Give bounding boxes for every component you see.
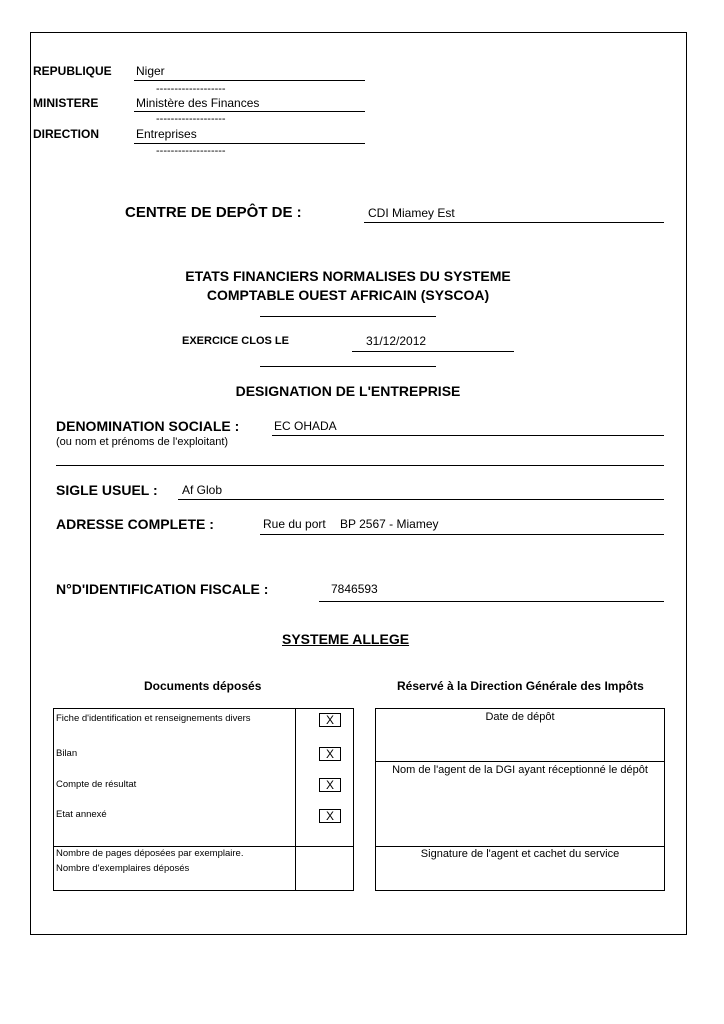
title-line2: COMPTABLE OUEST AFRICAIN (SYSCOA) <box>206 287 490 303</box>
documents-row-divider <box>53 846 354 847</box>
signature-label: Signature de l'agent et cachet du service <box>420 848 620 860</box>
agent-label: Nom de l'agent de la DGI ayant réceptionné le dépôt <box>392 764 648 776</box>
adresse-value-bp: BP 2567 - Miamey <box>340 517 439 531</box>
adresse-underline <box>260 534 664 535</box>
exercice-underline <box>352 351 514 352</box>
direction-label: DIRECTION <box>33 127 99 141</box>
doc-check-annexe[interactable]: X <box>319 809 341 823</box>
nif-underline <box>319 601 664 602</box>
reserve-row-divider-2 <box>375 846 665 847</box>
direction-underline <box>134 143 365 144</box>
sigle-label: SIGLE USUEL : <box>56 482 158 498</box>
adresse-label: ADRESSE COMPLETE : <box>56 516 214 532</box>
exemplaires-label: Nombre d'exemplaires déposés <box>56 863 190 874</box>
denomination-underline <box>272 435 664 436</box>
title-rule <box>260 316 436 317</box>
doc-item-annexe: Etat annexé <box>56 809 107 820</box>
sigle-value: Af Glob <box>182 483 223 497</box>
documents-col-divider <box>295 708 296 891</box>
doc-item-bilan: Bilan <box>56 748 78 759</box>
separator: ------------------- <box>156 113 226 125</box>
denomination-value: EC OHADA <box>274 419 337 433</box>
denomination-label: DENOMINATION SOCIALE : <box>56 418 240 434</box>
doc-check-fiche[interactable]: X <box>319 713 341 727</box>
sigle-underline <box>178 499 664 500</box>
republique-label: REPUBLIQUE <box>33 64 112 78</box>
doc-check-compte[interactable]: X <box>319 778 341 792</box>
denomination-rule <box>56 465 664 466</box>
doc-item-compte: Compte de résultat <box>56 779 137 790</box>
designation-heading: DESIGNATION DE L'ENTREPRISE <box>235 383 461 399</box>
nif-value: 7846593 <box>331 582 378 596</box>
systeme-heading: SYSTEME ALLEGE <box>282 631 410 647</box>
direction-value: Entreprises <box>136 127 197 141</box>
centre-label: CENTRE DE DEPÔT DE : <box>125 204 302 221</box>
separator: ------------------- <box>156 83 226 95</box>
ministere-underline <box>134 111 365 112</box>
reserve-row-divider-1 <box>375 761 665 762</box>
documents-heading: Documents déposés <box>144 679 262 693</box>
date-depot-label: Date de dépôt <box>485 711 555 723</box>
ministere-label: MINISTERE <box>33 96 99 110</box>
republique-underline <box>134 80 365 81</box>
exercice-rule <box>260 366 436 367</box>
nif-label: N°D'IDENTIFICATION FISCALE : <box>56 581 269 597</box>
republique-value: Niger <box>136 64 165 78</box>
doc-check-bilan[interactable]: X <box>319 747 341 761</box>
centre-underline <box>364 222 664 223</box>
separator: ------------------- <box>156 145 226 157</box>
reserve-heading: Réservé à la Direction Générale des Impôts <box>397 679 644 693</box>
adresse-value-street: Rue du port <box>263 517 326 531</box>
exercice-value: 31/12/2012 <box>366 334 427 348</box>
title-line1: ETATS FINANCIERS NORMALISES DU SYSTEME <box>185 268 511 284</box>
denomination-sub: (ou nom et prénoms de l'exploitant) <box>56 436 229 448</box>
exercice-label: EXERCICE CLOS LE <box>182 335 289 347</box>
pages-label: Nombre de pages déposées par exemplaire. <box>56 848 244 859</box>
ministere-value: Ministère des Finances <box>136 96 260 110</box>
reserve-table <box>375 708 665 891</box>
doc-item-fiche: Fiche d'identification et renseignements divers <box>56 713 251 724</box>
centre-value: CDI Miamey Est <box>368 206 455 220</box>
